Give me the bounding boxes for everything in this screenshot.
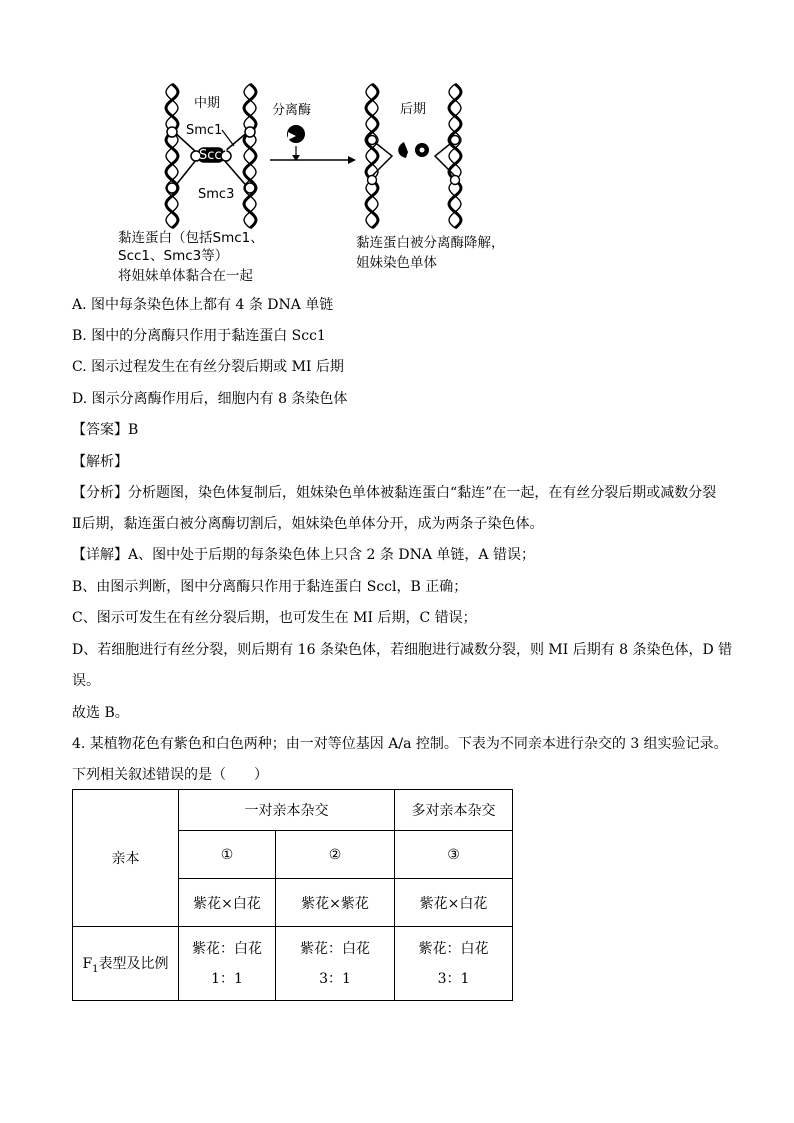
label-smc1: Smc1 xyxy=(186,123,223,138)
cross-2: 紫花×紫花 xyxy=(276,879,395,927)
answer: 【答案】B xyxy=(72,422,139,438)
question-4-line-2: 下列相关叙述错误的是（ ） xyxy=(72,767,268,783)
ratio-3: 紫花：白花 3：1 xyxy=(395,927,513,1001)
label-separase: 分离酶 xyxy=(272,103,312,118)
cross-results-table xyxy=(72,789,513,1001)
anaphase-chromatid-right xyxy=(449,84,461,228)
detail-c: C、图示可发生在有丝分裂后期，也可发生在 MI 后期，C 错误； xyxy=(72,610,477,626)
cross-3: 紫花×白花 xyxy=(395,879,513,927)
ratio-2: 紫花：白花 3：1 xyxy=(276,927,395,1001)
detail-b: B、由图示判断，图中分离酶只作用于黏连蛋白 Sccl，B 正确； xyxy=(72,579,468,595)
label-scc1: Scc1 xyxy=(199,148,230,163)
col-id-1: ① xyxy=(179,831,276,879)
anaphase-chromatid-left xyxy=(366,84,378,228)
option-b: B. 图中的分离酶只作用于黏连蛋白 Scc1 xyxy=(72,328,326,344)
label-metaphase: 中期 xyxy=(194,96,221,111)
option-d: D. 图示分离酶作用后，细胞内有 8 条染色体 xyxy=(72,391,348,407)
arrow-icon xyxy=(348,156,356,164)
row-header-f1: $F_1$表型及比例 xyxy=(73,927,179,1001)
col-id-3: ③ xyxy=(395,831,513,879)
option-c: C. 图示过程发生在有丝分裂后期或 MI 后期 xyxy=(72,359,344,375)
row-header-parent: 亲本 xyxy=(73,790,179,927)
diagram-caption-left: 黏连蛋白（包括Smc1、 Scc1、Smc3等） 将姐妹单体黏合在一起 xyxy=(118,230,264,284)
metaphase-chromatid-left xyxy=(166,84,178,228)
group-multi-pair: 多对亲本杂交 xyxy=(395,790,513,831)
group-single-pair: 一对亲本杂交 xyxy=(179,790,395,831)
label-smc3: Smc3 xyxy=(198,187,235,202)
detail-a: 【详解】A、图中处于后期的每条染色体上只含 2 条 DNA 单链，A 错误； xyxy=(72,547,535,563)
ratio-1: 紫花：白花 1：1 xyxy=(179,927,276,1001)
question-4-line-1: 4. 某植物花色有紫色和白色两种；由一对等位基因 A/a 控制。下表为不同亲本进行杂交的 3 组实验记录。 xyxy=(72,736,728,752)
cross-1: 紫花×白花 xyxy=(179,879,276,927)
label-anaphase: 后期 xyxy=(400,102,427,117)
analysis-line-1: 【分析】分析题图，染色体复制后，姐妹染色单体被黏连蛋白“黏连”在一起，在有丝分裂后期或减数分裂 xyxy=(72,485,717,501)
separase-enzyme-icon xyxy=(287,125,305,143)
detail-d-line-2: 误。 xyxy=(72,673,100,689)
option-a: A. 图中每条染色体上都有 4 条 DNA 单链 xyxy=(72,297,334,313)
detail-d-line-1: D、若细胞进行有丝分裂，则后期有 16 条染色体，若细胞进行减数分裂，则 MI 后期有 8 条染色体，D 错 xyxy=(72,642,733,658)
col-id-2: ② xyxy=(276,831,395,879)
conclusion: 故选 B。 xyxy=(72,705,129,721)
diagram-caption-right: 黏连蛋白被分离酶降解， 姐妹染色单体 xyxy=(356,235,505,271)
analysis-heading: 【解析】 xyxy=(72,454,128,470)
cohesin-fragment-icon xyxy=(398,142,429,158)
analysis-line-2: Ⅱ后期，黏连蛋白被分离酶切割后，姐妹染色单体分开，成为两条子染色体。 xyxy=(72,516,544,532)
metaphase-chromatid-right xyxy=(244,84,256,228)
